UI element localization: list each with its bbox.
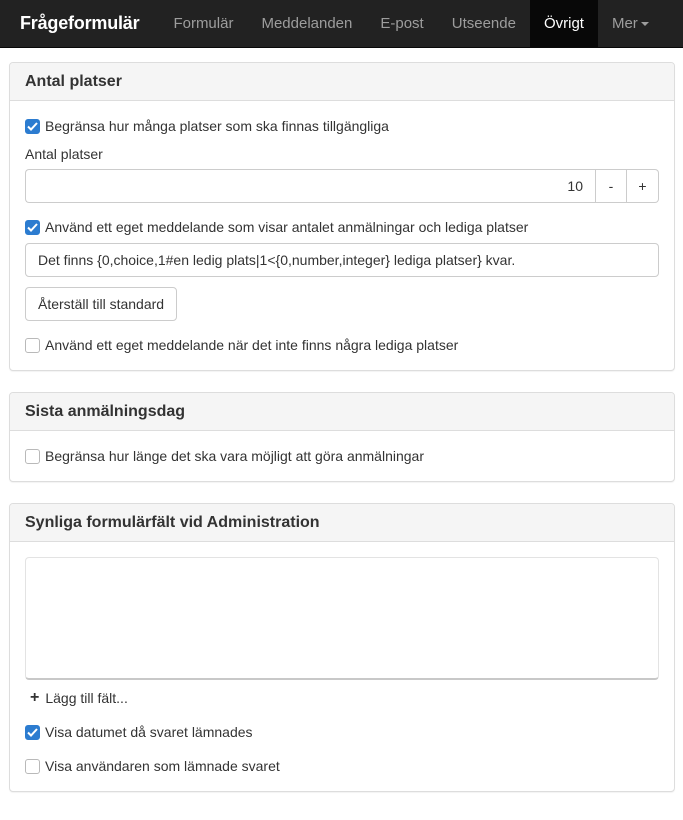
full-message-checkbox[interactable]: [25, 338, 40, 353]
top-navbar: [0, 0, 683, 48]
show-user-label: Visa användaren som lämnade svaret: [45, 758, 280, 774]
deadline-panel-title: Sista anmälningsdag: [10, 393, 674, 431]
increment-button[interactable]: +: [627, 169, 659, 203]
visible-fields-list[interactable]: [25, 557, 659, 680]
nav-item-utseende[interactable]: Utseende: [451, 15, 516, 32]
full-message-label: Använd ett eget meddelande när det inte finns några lediga platser: [45, 337, 459, 353]
limit-seats-checkbox[interactable]: [25, 119, 40, 134]
checkmark-icon: [27, 728, 38, 737]
add-field-label: Lägg till fält...: [45, 690, 128, 706]
checkmark-icon: [27, 122, 38, 131]
limit-deadline-checkbox[interactable]: [25, 449, 40, 464]
seats-count-stepper: [25, 169, 659, 203]
caret-down-icon: [641, 22, 649, 26]
reset-default-button[interactable]: Återställ till standard: [25, 287, 177, 321]
show-date-checkbox-row[interactable]: [25, 722, 659, 742]
limit-seats-checkbox-row[interactable]: [25, 116, 659, 136]
checkmark-icon: [27, 223, 38, 232]
show-user-checkbox[interactable]: [25, 759, 40, 774]
limit-seats-label: Begränsa hur många platser som ska finnas tillgängliga: [45, 118, 389, 134]
custom-message-label: Använd ett eget meddelande som visar antalet anmälningar och lediga platser: [45, 219, 529, 235]
seats-count-label: Antal platser: [25, 146, 103, 162]
plus-icon: +: [30, 689, 40, 706]
seats-panel-title: Antal platser: [10, 63, 674, 101]
show-user-checkbox-row[interactable]: [25, 756, 659, 776]
add-field-button[interactable]: [25, 688, 128, 708]
show-date-label: Visa datumet då svaret lämnades: [45, 724, 253, 740]
custom-message-checkbox-row[interactable]: [25, 217, 659, 237]
brand-title[interactable]: Frågeformulär: [20, 13, 140, 33]
main-content: [0, 48, 683, 792]
seats-panel: [9, 62, 675, 371]
nav-item-formular[interactable]: Formulär: [173, 15, 234, 32]
limit-deadline-label: Begränsa hur länge det ska vara möjligt att göra anmälningar: [45, 448, 424, 464]
nav-item-epost[interactable]: E-post: [380, 15, 424, 32]
deadline-panel: [9, 392, 675, 482]
admin-fields-panel-title: Synliga formulärfält vid Administration: [10, 504, 674, 542]
seats-count-input[interactable]: 10: [25, 169, 595, 203]
nav-item-mer-dropdown[interactable]: [598, 0, 663, 47]
custom-message-input[interactable]: Det finns {0,choice,1#en ledig plats|1<{0,number,integer} lediga platser} kvar.: [25, 243, 659, 277]
limit-deadline-checkbox-row[interactable]: [25, 446, 659, 466]
full-message-checkbox-row[interactable]: [25, 335, 659, 355]
nav-item-ovrigt[interactable]: Övrigt: [530, 0, 598, 47]
admin-fields-panel: [9, 503, 675, 792]
nav-item-mer-label: Mer: [611, 15, 638, 32]
decrement-button[interactable]: -: [595, 169, 627, 203]
custom-message-checkbox[interactable]: [25, 220, 40, 235]
show-date-checkbox[interactable]: [25, 725, 40, 740]
nav-item-meddelanden[interactable]: Meddelanden: [261, 15, 353, 32]
